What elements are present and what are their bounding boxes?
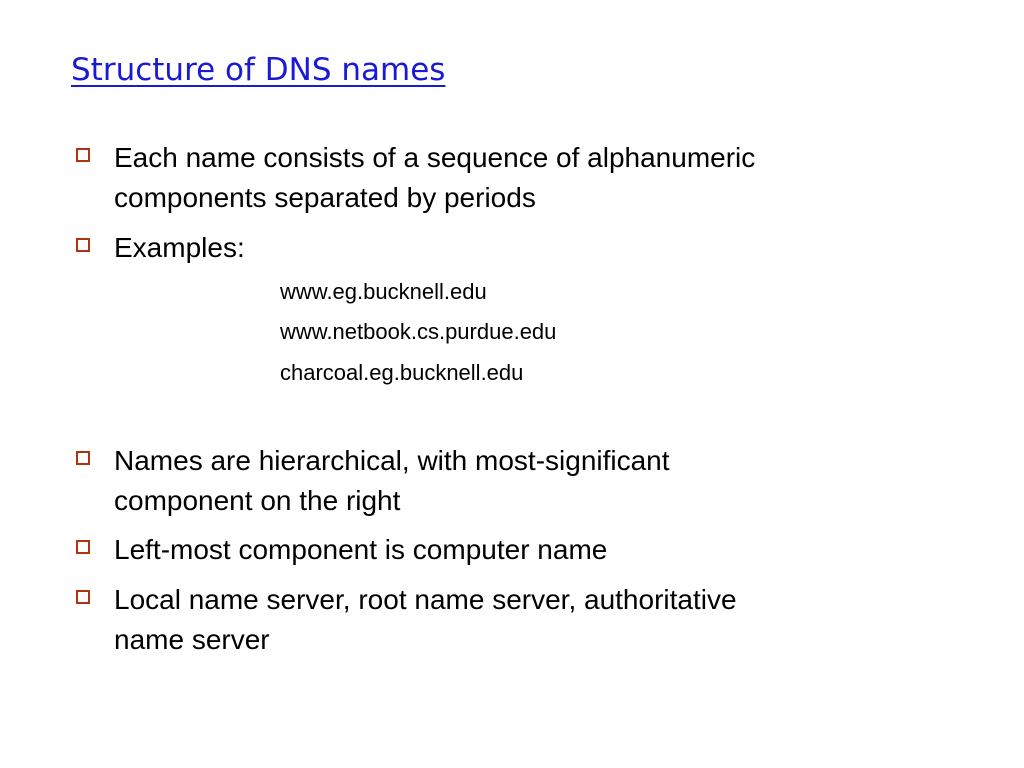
bullet-text: Left-most component is computer name (114, 534, 608, 565)
bullet-item (76, 580, 896, 660)
bullet-item (76, 138, 896, 218)
example-domain: charcoal.eg.bucknell.edu (280, 360, 524, 385)
hollow-square-bullet-icon (76, 590, 90, 604)
bullet-item (76, 530, 896, 570)
hollow-square-bullet-icon (76, 148, 90, 162)
hollow-square-bullet-icon (76, 540, 90, 554)
bullet-text: Each name consists of a sequence of alphanumeric components separated by periods (114, 142, 756, 213)
example-domain: www.netbook.cs.purdue.edu (280, 319, 557, 344)
bullet-text: Examples: (114, 232, 245, 263)
hollow-square-bullet-icon (76, 238, 90, 252)
bullet-text: Local name server, root name server, authoritative name server (114, 584, 737, 655)
slide-title: Structure of DNS names (71, 52, 446, 88)
example-domain: www.eg.bucknell.edu (280, 279, 487, 304)
bullet-item (76, 228, 896, 268)
bullet-item (76, 441, 896, 521)
bullet-text: Names are hierarchical, with most-significant component on the right (114, 445, 670, 516)
hollow-square-bullet-icon (76, 451, 90, 465)
